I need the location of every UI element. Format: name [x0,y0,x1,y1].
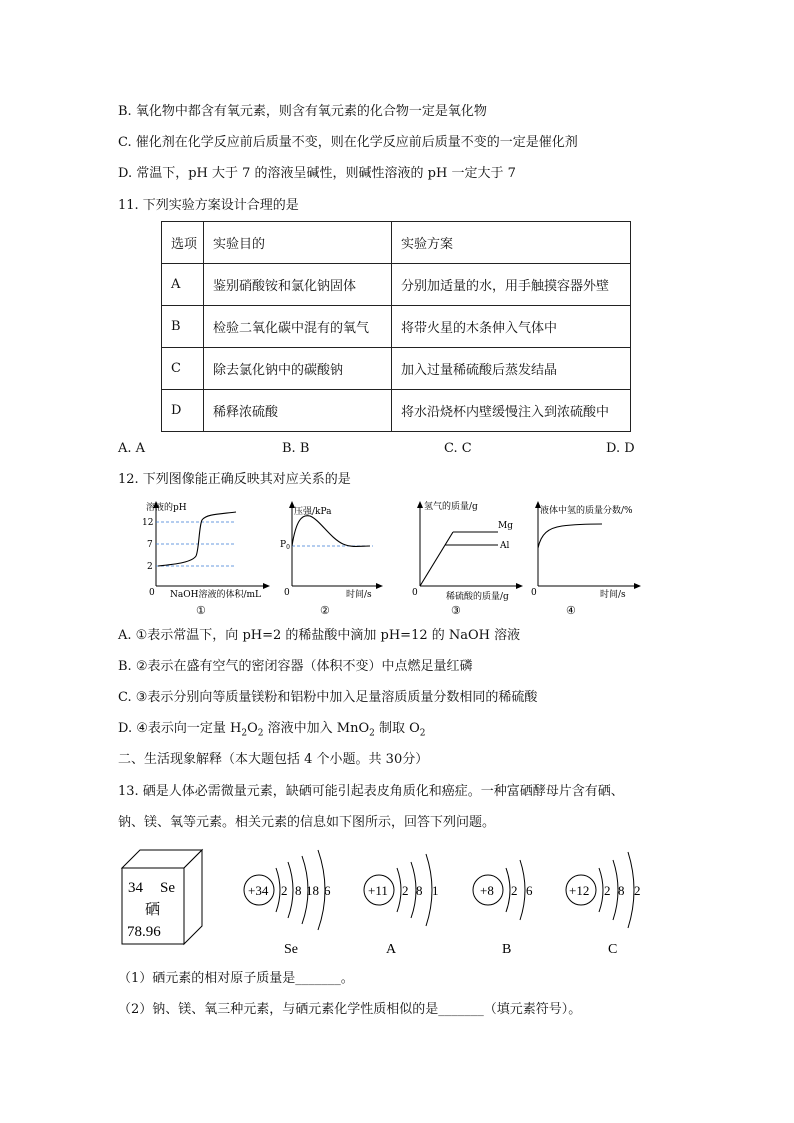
q12-option-c: C. ③表示分别向等质量镁粉和铝粉中加入足量溶质质量分数相同的稀硫酸 [118,690,538,705]
x-axis-arrow [516,583,523,589]
x-axis-arrow [634,583,641,589]
x-axis-arrow [376,583,383,589]
q11-answer-a: A. A [118,441,146,456]
table-header-cell: 实验方案 [392,222,631,264]
atom-label: C [608,942,618,957]
table-header-cell: 实验目的 [204,222,392,264]
shell-electrons: 6 [526,883,533,898]
q11-answer-c: C. C [444,441,472,456]
table-cell: B [162,306,204,348]
q11-answer-d: D. D [606,441,635,456]
nucleus-charge: +34 [248,883,269,898]
q13-stem-line-2: 钠、镁、氧等元素。相关元素的信息如下图所示，回答下列问题。 [118,815,496,830]
y-axis-label: 氢气的质量/g [424,502,478,512]
table-cell: 除去氯化钠中的碳酸钠 [204,348,392,390]
x-axis-label: 时间/s [600,590,626,600]
graph-2-pressure-curve [278,496,390,621]
shell-electrons: 2 [634,883,641,898]
table-cell: 稀释浓硫酸 [204,390,392,432]
y-axis-arrow [417,501,423,508]
atom-label: Se [284,942,298,957]
nucleus-charge: +12 [569,883,590,898]
table-cell: 将水沿烧杯内壁缓慢注入到浓硫酸中 [392,390,631,432]
shell-electrons: 1 [432,883,439,898]
tick-12: 12 [142,518,154,528]
pressure-curve [292,516,370,547]
table-row [162,390,631,432]
nucleus-charge: +8 [480,883,494,898]
origin-label: 0 [412,588,418,598]
shell-arc [506,868,510,912]
element-cell-selenium [122,850,202,944]
x-axis-label: 稀硫酸的质量/g [446,592,509,602]
atom-diagram-b [473,860,533,957]
table-cell: 将带火星的木条伸入气体中 [392,306,631,348]
shell-electrons: 18 [306,883,319,898]
q10-option-d: D. 常温下，pH 大于 7 的溶液呈碱性，则碱性溶液的 pH 一定大于 7 [118,166,516,181]
graph-number: ② [320,604,330,617]
mg-rise-line [420,532,453,586]
shell-arc [288,862,293,918]
q11-answer-b: B. B [282,441,310,456]
shell-arc [599,868,603,912]
x-axis-label: 时间/s [346,590,372,600]
graph-4-hydrogen-fraction [528,496,656,621]
tick-2: 2 [147,562,153,572]
fraction-curve [538,524,602,548]
table-cell: 分别加适量的水，用手触摸容器外壁 [392,264,631,306]
atom-structure-diagrams [118,840,678,965]
q13-subquestion-1: （1）硒元素的相对原子质量是_______。 [118,971,354,986]
y-axis-label: 液体中氢的质量分数/% [540,506,633,516]
x-axis-arrow [263,583,270,589]
table-cell: D [162,390,204,432]
nucleus-charge: +11 [368,883,388,898]
table-row [162,348,631,390]
shell-electrons: 8 [416,883,423,898]
q12-option-b: B. ②表示在盛有空气的密闭容器（体积不变）中点燃足量红磷 [118,659,473,674]
table-row [162,264,631,306]
x-axis-label: NaOH溶液的体积/mL [170,590,262,600]
y-axis-label: 压强/kPa [294,507,332,517]
table-cell: A [162,264,204,306]
p0-label: $P_0$ [280,540,290,551]
q12-stem: 12. 下列图像能正确反映其对应关系的是 [118,472,351,487]
table-header-row [162,222,631,264]
shell-electrons: 2 [511,883,518,898]
atom-diagram-a [364,854,439,957]
origin-label: 0 [284,588,290,598]
element-symbol: Se [160,880,175,896]
q11-table [161,221,631,432]
table-row [162,306,631,348]
q13-stem-line-1: 13. 硒是人体必需微量元素，缺硒可能引起表皮角质化和癌症。一种富硒酵母片含有硒、 [118,784,624,799]
atom-diagram-c [566,852,641,957]
shell-electrons: 2 [604,883,611,898]
graph-number: ④ [566,604,576,617]
atom-label: A [386,942,397,957]
table-cell: 鉴别硝酸铵和氯化钠固体 [204,264,392,306]
shell-electrons: 8 [295,883,302,898]
shell-electrons: 2 [281,883,288,898]
atom-label: B [502,942,512,957]
shell-arc [520,860,525,920]
tick-7: 7 [147,540,153,550]
graph-3-hydrogen-mass [408,496,528,621]
element-name: 硒 [145,902,161,918]
origin-label: 0 [149,588,155,598]
atomic-number: 34 [128,880,143,896]
table-cell: C [162,348,204,390]
shell-arc [276,868,280,912]
shell-electrons: 2 [402,883,409,898]
y-axis-label: 溶液的pH [146,503,187,513]
ph-curve [158,512,236,566]
q12-option-d: D. ④表示向一定量 $H_2O_2$ 溶液中加入 MnO$_2$ 制取 $O_2$ [118,721,426,739]
al-label: Al [500,541,510,551]
section-2-heading: 二、生活现象解释（本大题包括 4 个小题。共 30分） [118,752,429,767]
shell-electrons: 8 [618,883,625,898]
atom-diagram-se [244,850,331,957]
graph-number: ① [196,604,206,617]
q10-option-c: C. 催化剂在化学反应前后质量不变，则在化学反应前后质量不变的一定是催化剂 [118,135,578,150]
shell-arc [397,868,401,912]
shell-electrons: 6 [324,883,331,898]
mg-label: Mg [498,521,513,531]
q13-subquestion-2: （2）钠、镁、氧三种元素，与硒元素化学性质相似的是_______（填元素符号）。 [118,1002,582,1017]
q10-option-b: B. 氧化物中都含有氧元素，则含有氧元素的化合物一定是氧化物 [118,104,487,119]
graph-number: ③ [451,604,461,617]
atomic-mass: 78.96 [127,924,161,940]
origin-label: 0 [531,588,537,598]
table-header-cell: 选项 [162,222,204,264]
graph-1-ph-curve [140,496,280,621]
q11-stem: 11. 下列实验方案设计合理的是 [118,198,299,213]
q12-option-a: A. ①表示常温下，向 pH=2 的稀盐酸中滴加 pH=12 的 NaOH 溶液 [118,628,521,643]
table-cell: 加入过量稀硫酸后蒸发结晶 [392,348,631,390]
table-cell: 检验二氧化碳中混有的氧气 [204,306,392,348]
